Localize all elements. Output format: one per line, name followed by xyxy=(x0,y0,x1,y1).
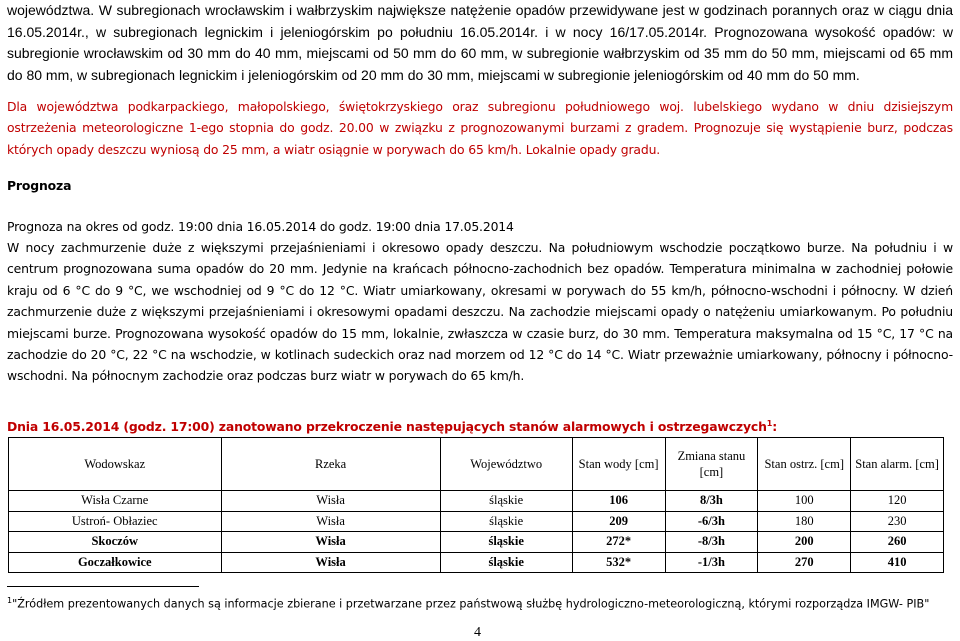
column-header: Województwo xyxy=(440,438,572,491)
table-cell: 270 xyxy=(758,552,851,573)
table-cell: -1/3h xyxy=(665,552,758,573)
intro-paragraph xyxy=(7,0,953,86)
footnote-divider xyxy=(7,586,199,587)
table-title-footnote-mark: 1 xyxy=(766,419,773,428)
warning-paragraph: Dla województwa podkarpackiego, małopolskiego, świętokrzyskiego oraz subregionu południowego woj. lubelskiego wydano w dniu dzisiejszym ostrzeżenia meteorologiczne 1-ego stopnia do godz. 20.00 w związku z prognozowanymi burzami z gradem. Prognozuje się wystąpienie burz, podczas których opady deszczu wyniosą do 25 mm, a wiatr osiągnie w porywach do 65 km/h. Lokalnie opady gradu. xyxy=(7,99,953,157)
table-cell: 106 xyxy=(572,491,665,512)
table-cell: 410 xyxy=(851,552,944,573)
table-cell: 120 xyxy=(851,491,944,512)
table-cell: Wisła xyxy=(221,491,440,512)
gauge-table xyxy=(8,437,944,573)
table-cell: 209 xyxy=(572,511,665,532)
table-cell: Wisła xyxy=(221,511,440,532)
column-header: Stan alarm. [cm] xyxy=(851,438,944,491)
precipitation-text: Prognozowana wysokość opadów: w subregionie wrocławskim od 30 mm do 40 mm, miejscami od 50 mm do 60 mm, w subregionie wałbrzyskim od 35 mm do 50 mm, miejscami od 65 mm do 80 mm, w subregionach legnickim i jeleniogórskim od 20 mm do 30 mm, miejscami w subregionie jeleniogórskim od 40 mm do 50 mm. xyxy=(7,23,954,83)
intro-text: województwa. W subregionach wrocławskim i wałbrzyskim największe natężenie opadów przewidywane jest w godzinach porannych oraz w ciągu dnia 16.05.2014r., w subregionach legnickim i jeleniogórskim po południu 16.05.2014r. i w nocy 16/17.05.2014r. xyxy=(7,2,953,40)
table-cell: 180 xyxy=(758,511,851,532)
column-header: Rzeka xyxy=(221,438,440,491)
table-cell: 260 xyxy=(851,532,944,553)
forecast-period: Prognoza na okres od godz. 19:00 dnia 16.05.2014 do godz. 19:00 dnia 17.05.2014 xyxy=(7,219,514,234)
table-cell: -8/3h xyxy=(665,532,758,553)
table-cell: Wisła xyxy=(221,552,440,573)
page-number: 4 xyxy=(474,625,481,640)
footnote xyxy=(7,596,929,611)
table-cell: -6/3h xyxy=(665,511,758,532)
table-cell: 100 xyxy=(758,491,851,512)
table-cell: 272* xyxy=(572,532,665,553)
table-cell: śląskie xyxy=(440,552,572,573)
column-header: Zmiana stanu [cm] xyxy=(665,438,758,491)
table-cell: śląskie xyxy=(440,511,572,532)
column-header: Wodowskaz xyxy=(9,438,222,491)
table-cell: śląskie xyxy=(440,532,572,553)
table-row xyxy=(9,552,944,573)
column-header: Stan ostrz. [cm] xyxy=(758,438,851,491)
table-row xyxy=(9,491,944,512)
table-title-colon: : xyxy=(772,419,777,435)
footnote-text: "Źródłem prezentowanych danych są informacje zbierane i przetwarzane przez państwową służbę hydrologiczno-meteorologiczną, którymi rozporządza IMGW- PIB" xyxy=(12,597,930,611)
table-cell: Wisła xyxy=(221,532,440,553)
column-header: Stan wody [cm] xyxy=(572,438,665,491)
table-row xyxy=(9,511,944,532)
table-header-row xyxy=(9,438,944,491)
table-title xyxy=(7,413,953,438)
table-row xyxy=(9,532,944,553)
table-cell: Skoczów xyxy=(9,532,222,553)
table-cell: Wisła Czarne xyxy=(9,491,222,512)
table-cell: 200 xyxy=(758,532,851,553)
footnote-mark: 1 xyxy=(7,596,13,605)
forecast-body: W nocy zachmurzenie duże z większymi przejaśnieniami i okresowo opady deszczu. Na południowym wschodzie początkowo burze. Na południu i w centrum prognozowana suma opadów do 20 mm. Jedynie na krańcach północno-zachodnich bez opadów. Temperatura minimalna w zachodniej połowie kraju od 6 °C do 9 °C, we wschodniej od 9 °C do 12 °C. Wiatr umiarkowany, okresami w porywach do 55 km/h, północno-wschodni i północny. W dzień zachmurzenie duże z większymi przejaśnieniami i okresowymi opadami deszczu. Na zachodzie miejscami opady o natężeniu umiarkowanym. Po południu miejscami burze. Prognozowana wysokość opadów do 15 mm, lokalnie, zwłaszcza w czasie burz, do 30 mm. Temperatura maksymalna od 15 °C, 17 °C na zachodzie do 20 °C, 22 °C na wschodzie, w kotlinach sudeckich oraz nad morzem od 12 °C do 14 °C. Wiatr przeważnie umiarkowany, północny i północno-wschodni. Na północnym zachodzie oraz podczas burz wiatr w porywach do 65 km/h. xyxy=(7,240,953,384)
table-cell: Goczałkowice xyxy=(9,552,222,573)
table-cell: 230 xyxy=(851,511,944,532)
table-cell: 532* xyxy=(572,552,665,573)
table-cell: 8/3h xyxy=(665,491,758,512)
table-cell: Ustroń- Obłaziec xyxy=(9,511,222,532)
forecast-heading: Prognoza xyxy=(7,178,72,193)
table-title-text: Dnia 16.05.2014 (godz. 17:00) zanotowano przekroczenie następujących stanów alarmowych i ostrzegawczych xyxy=(7,419,767,435)
table-cell: śląskie xyxy=(440,491,572,512)
